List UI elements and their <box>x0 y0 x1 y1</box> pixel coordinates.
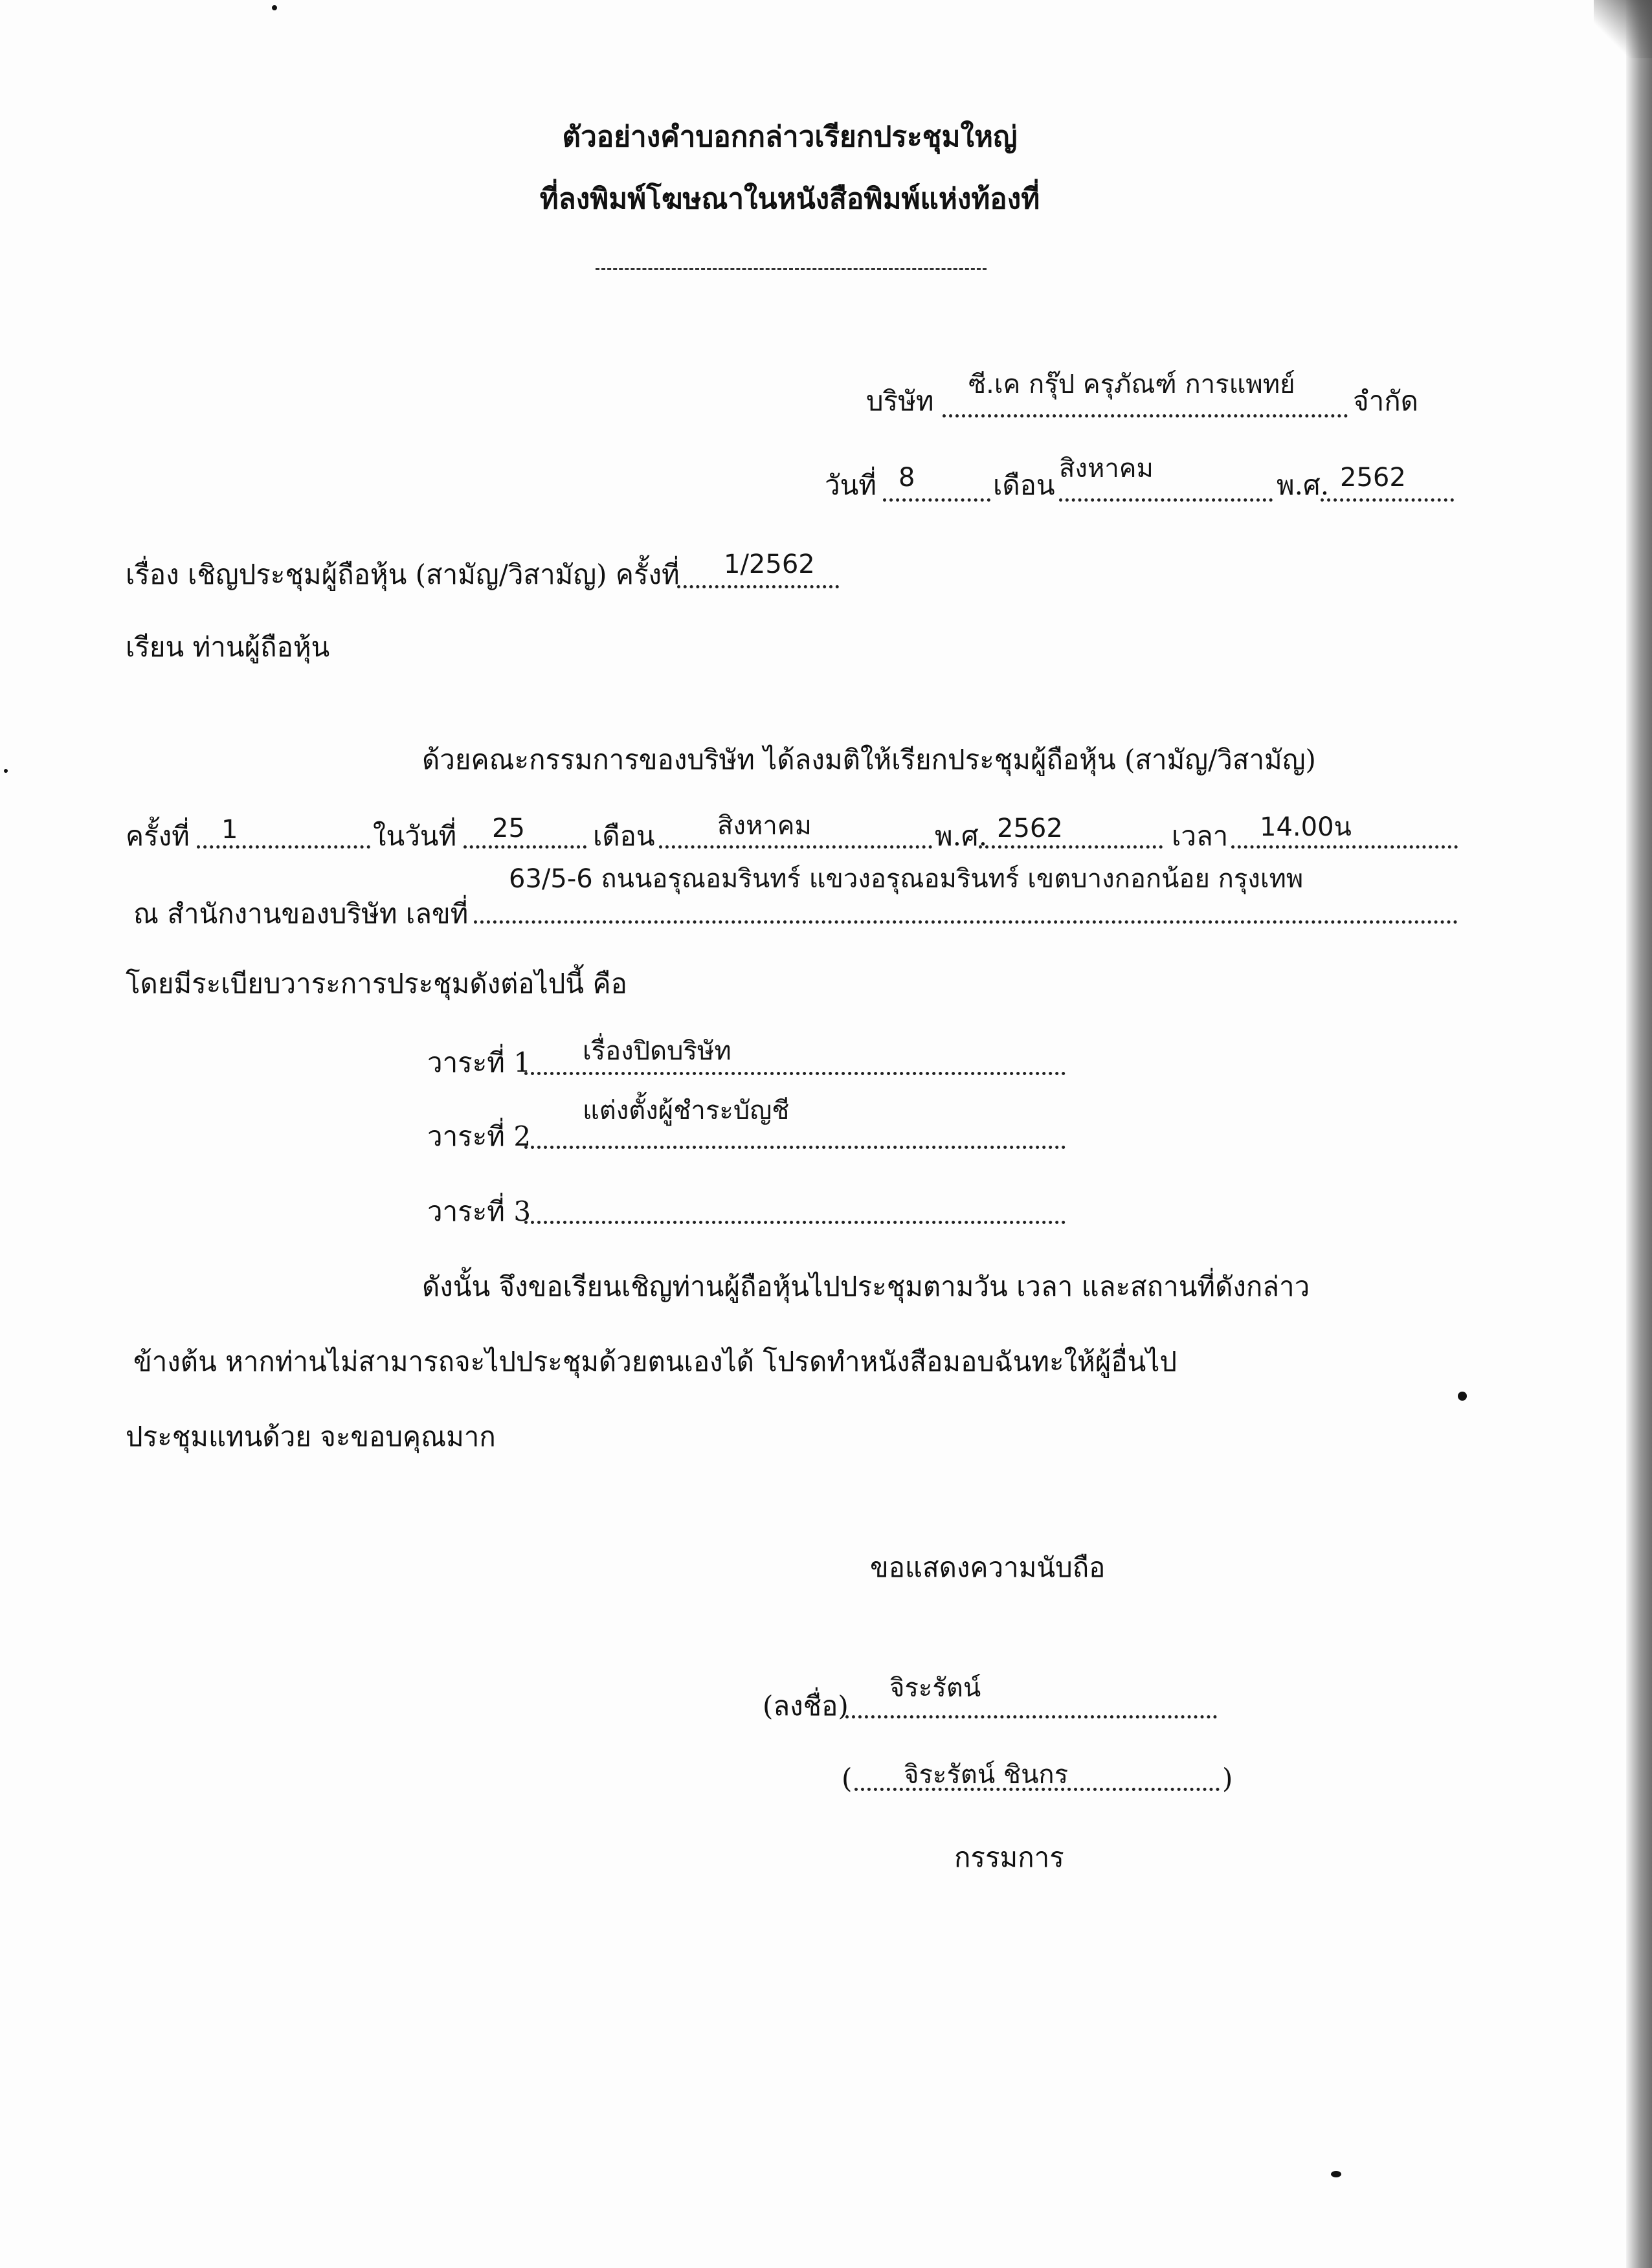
company-name: ซี.เค กรุ๊ป ครุภัณฑ์ การแพทย์ <box>968 370 1295 399</box>
agenda-item-3-label: วาระที่ 3 <box>427 1195 531 1227</box>
company-label: บริษัท <box>866 385 934 417</box>
meeting-month-label: เดือน <box>593 820 655 852</box>
date-year-value: 2562 <box>1340 463 1406 493</box>
agenda-item-3-dots <box>524 1221 1066 1224</box>
name-open-paren: ( <box>842 1762 853 1794</box>
date-year-dots <box>1321 498 1454 502</box>
agenda-item-2-label: วาระที่ 2 <box>427 1120 531 1152</box>
date-month-dots <box>1059 498 1273 502</box>
title-line-1: ตัวอย่างคำบอกกล่าวเรียกประชุมใหญ่ <box>562 120 1018 153</box>
signature-dots <box>845 1715 1217 1718</box>
date-day-value: 8 <box>899 463 915 493</box>
signature-label: (ลงชื่อ) <box>763 1690 849 1722</box>
regards: ขอแสดงความนับถือ <box>870 1551 1106 1583</box>
closing-line-3: ประชุมแทนด้วย จะขอบคุณมาก <box>126 1421 496 1452</box>
subject-label: เรื่อง เชิญประชุมผู้ถือหุ้น (สามัญ/วิสามัญ) ครั้งที่ <box>126 559 680 590</box>
closing-line-1: ดังนั้น จึงขอเรียนเชิญท่านผู้ถือหุ้นไปประชุมตามวัน เวลา และสถานที่ดังกล่าว <box>422 1271 1310 1302</box>
scan-speck <box>1458 1392 1467 1401</box>
title-line-2: ที่ลงพิมพ์โฆษณาในหนังสือพิมพ์แห่งท้องที่ <box>539 183 1040 216</box>
meeting-year-dots <box>979 845 1163 849</box>
scan-speck <box>4 769 8 773</box>
date-day-dots <box>883 498 990 502</box>
scan-speck <box>272 5 277 10</box>
meeting-time-value: 14.00น <box>1260 812 1352 842</box>
office-address: 63/5-6 ถนนอรุณอมรินทร์ แขวงอรุณอมรินทร์ เขตบางกอกน้อย กรุงเทพ <box>509 864 1304 894</box>
office-label: ณ สำนักงานของบริษัท เลขที่ <box>133 898 469 929</box>
meeting-month-value: สิงหาคม <box>717 811 812 841</box>
date-month-label: เดือน <box>993 469 1055 501</box>
body-intro: ด้วยคณะกรรมการของบริษัท ได้ลงมติให้เรียกประชุมผู้ถือหุ้น (สามัญ/วิสามัญ) <box>422 744 1316 775</box>
meeting-no-label: ครั้งที่ <box>126 820 190 852</box>
meeting-year-value: 2562 <box>997 814 1063 843</box>
agenda-item-1-value: เรื่องปิดบริษัท <box>583 1036 731 1066</box>
scan-speck <box>1331 2171 1341 2177</box>
printed-name: จิระรัตน์ ชินกร <box>904 1760 1069 1790</box>
meeting-day-dots <box>463 845 586 849</box>
subject-number: 1/2562 <box>724 550 815 579</box>
signer-position: กรรมการ <box>954 1841 1064 1873</box>
signature-value: จิระรัตน์ <box>889 1673 981 1703</box>
agenda-item-1-dots <box>524 1072 1066 1075</box>
scan-shadow-edge <box>1626 0 1652 2268</box>
agenda-item-2-dots <box>524 1146 1066 1149</box>
closing-line-2: ข้างต้น หากท่านไม่สามารถจะไปประชุมด้วยตนเองได้ โปรดทำหนังสือมอบฉันทะให้ผู้อื่นไป <box>133 1346 1178 1377</box>
meeting-day-value: 25 <box>492 814 525 843</box>
meeting-no-value: 1 <box>221 815 238 845</box>
subject-dots <box>677 585 839 588</box>
agenda-intro: โดยมีระเบียบวาระการประชุมดังต่อไปนี้ คือ <box>126 968 627 999</box>
salutation: เรียน ท่านผู้ถือหุ้น <box>126 631 330 663</box>
meeting-time-label: เวลา <box>1172 820 1229 852</box>
company-dots <box>943 414 1348 417</box>
meeting-day-label: ในวันที่ <box>373 820 457 852</box>
date-year-label: พ.ศ. <box>1277 469 1330 501</box>
agenda-item-1-label: วาระที่ 1 <box>427 1047 531 1078</box>
meeting-year-label: พ.ศ. <box>935 820 988 852</box>
date-day-label: วันที่ <box>825 469 876 501</box>
office-dots <box>474 920 1458 924</box>
meeting-month-dots <box>659 845 932 849</box>
name-close-paren: ) <box>1222 1762 1233 1794</box>
date-month-value: สิงหาคม <box>1059 454 1154 484</box>
meeting-time-dots <box>1231 845 1458 849</box>
scan-shadow-corner <box>1594 0 1652 58</box>
title-separator <box>596 268 987 270</box>
company-suffix: จำกัด <box>1353 385 1418 417</box>
agenda-item-2-value: แต่งตั้งผู้ชำระบัญชี <box>583 1096 790 1126</box>
meeting-no-dots <box>197 845 370 849</box>
